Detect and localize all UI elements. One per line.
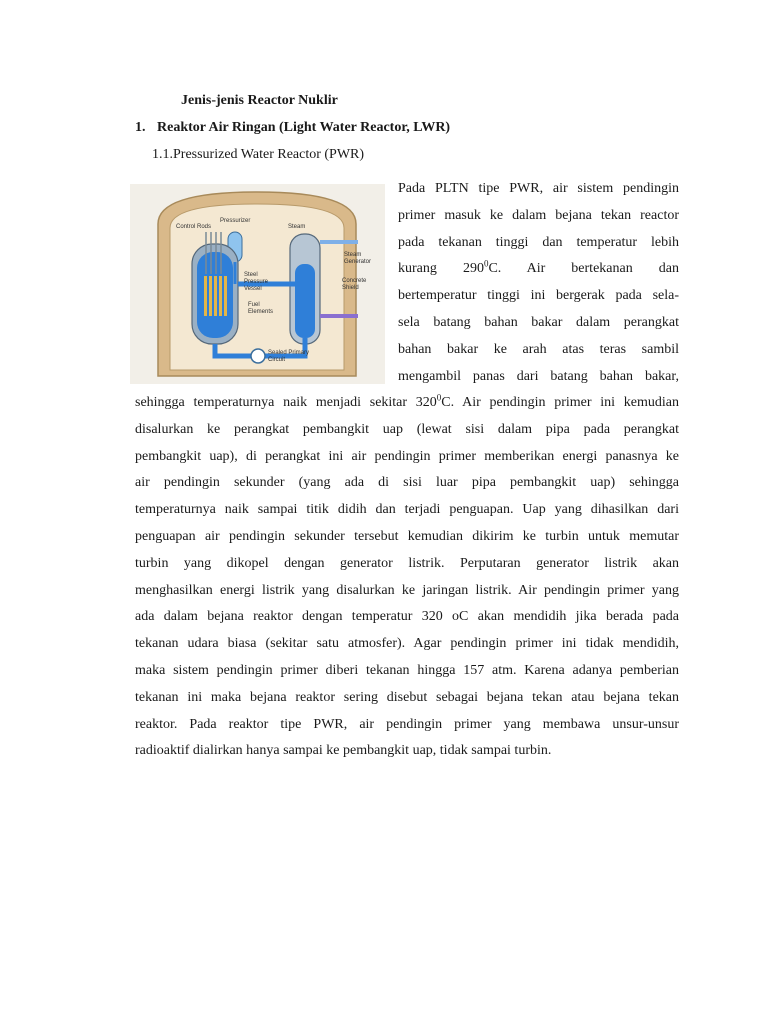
text-line: primer masuk ke dalam bejana tekan reactor xyxy=(398,207,679,223)
side-paragraph xyxy=(398,176,679,390)
text-fragment: C. Air pendingin primer ini kemudian xyxy=(441,395,679,410)
superscript: 0 xyxy=(436,392,442,403)
text-line: tekanan udara biasa (sekitar satu atmosfer). Agar pendingin primer ini tidak mendidih, xyxy=(135,636,679,652)
text-line: tekanan ini maka bejana reaktor sering disebut sebagai bejana tekan atau bejana tekan xyxy=(135,689,679,705)
text-line: air pendingin sekunder (yang ada di sisi luar pipa pembangkit uap) sehingga xyxy=(135,475,679,491)
text-line: menghasilkan energi listrik yang disalurkan ke jaringan listrik. Air pendingin primer yang xyxy=(135,582,679,598)
body-paragraph xyxy=(135,390,679,765)
text-line: sela batang bahan bakar dalam perangkat xyxy=(398,314,679,330)
subsection-heading: 1.1.Pressurized Water Reactor (PWR) xyxy=(152,147,365,162)
text-line: disalurkan ke perangkat pembangkit uap (lewat sisi dalam pipa pada perangkat xyxy=(135,421,679,437)
document-title: Jenis-jenis Reactor Nuklir xyxy=(181,93,338,108)
label-steel-1: Steel xyxy=(244,272,258,278)
text-line xyxy=(398,256,679,283)
text-line: bertemperatur tinggi ini bergerak pada sela- xyxy=(398,288,679,304)
text-line: pada tekanan tinggi dan temperatur lebih xyxy=(398,234,679,250)
label-steam-generator-1: Steam xyxy=(344,252,362,258)
text-line: radioaktif dialirkan hanya sampai ke pembangkit uap, tidak sampai turbin. xyxy=(135,743,552,759)
pwr-reactor-diagram xyxy=(130,184,385,384)
text-line: pembangkit uap), di perangkat ini air pendingin primer memberikan energi panasnya ke xyxy=(135,448,679,464)
text-line: maka sistem pendingin primer diberi tekanan hingga 157 atm. Karena adanya pemberian xyxy=(135,662,679,678)
label-concrete-2: Shield xyxy=(342,285,359,291)
text-line: penguapan air pendingin sekunder tersebut kemudian dikirim ke turbin untuk memutar xyxy=(135,528,679,544)
label-fuel-1: Fuel xyxy=(248,302,260,308)
text-fragment: sehingga temperaturnya naik menjadi sekitar 320 xyxy=(135,395,437,410)
label-pressurizer: Pressurizer xyxy=(220,218,251,224)
label-sealed-1: Sealed Primary xyxy=(268,350,310,356)
text-line xyxy=(135,390,679,417)
text-line: reaktor. Pada reaktor tipe PWR, air pendingin primer yang membawa unsur-unsur xyxy=(135,716,679,732)
label-steam-generator-2: Generator xyxy=(344,259,372,265)
coolant-pump-shape xyxy=(251,349,265,363)
text-fragment: kurang 290 xyxy=(398,261,484,277)
section-number: 1. xyxy=(135,120,146,135)
label-control-rods: Control Rods xyxy=(176,224,212,230)
superscript: 0 xyxy=(483,258,489,269)
label-steam: Steam xyxy=(288,224,306,230)
label-sealed-2: Circuit xyxy=(268,357,286,363)
text-line: bahan bakar ke arah atas teras sambil xyxy=(398,341,679,357)
steam-generator-water xyxy=(295,264,315,338)
text-line: mengambil panas dari batang bahan bakar, xyxy=(398,368,679,384)
text-line: ada dalam bejana reaktor dengan temperatur 320 oC akan mendidih jika berada pada xyxy=(135,609,679,625)
label-steel-3: Vessel xyxy=(244,286,262,292)
section-heading xyxy=(135,120,450,136)
text-line: Pada PLTN tipe PWR, air sistem pendingin xyxy=(398,181,679,196)
text-line: turbin yang dikopel dengan generator listrik. Perputaran generator listrik akan xyxy=(135,555,679,571)
label-fuel-2: Elements xyxy=(248,309,274,315)
section-heading-text: Reaktor Air Ringan (Light Water Reactor, LWR) xyxy=(157,120,451,135)
pwr-diagram-svg xyxy=(130,184,385,384)
label-steel-2: Pressure xyxy=(244,279,269,285)
text-fragment: C. Air bertekanan dan xyxy=(488,261,679,277)
label-concrete-1: Concrete xyxy=(342,278,367,284)
text-line: temperaturnya naik sampai titik didih dan terjadi penguapan. Uap yang dihasilkan dari xyxy=(135,502,679,518)
